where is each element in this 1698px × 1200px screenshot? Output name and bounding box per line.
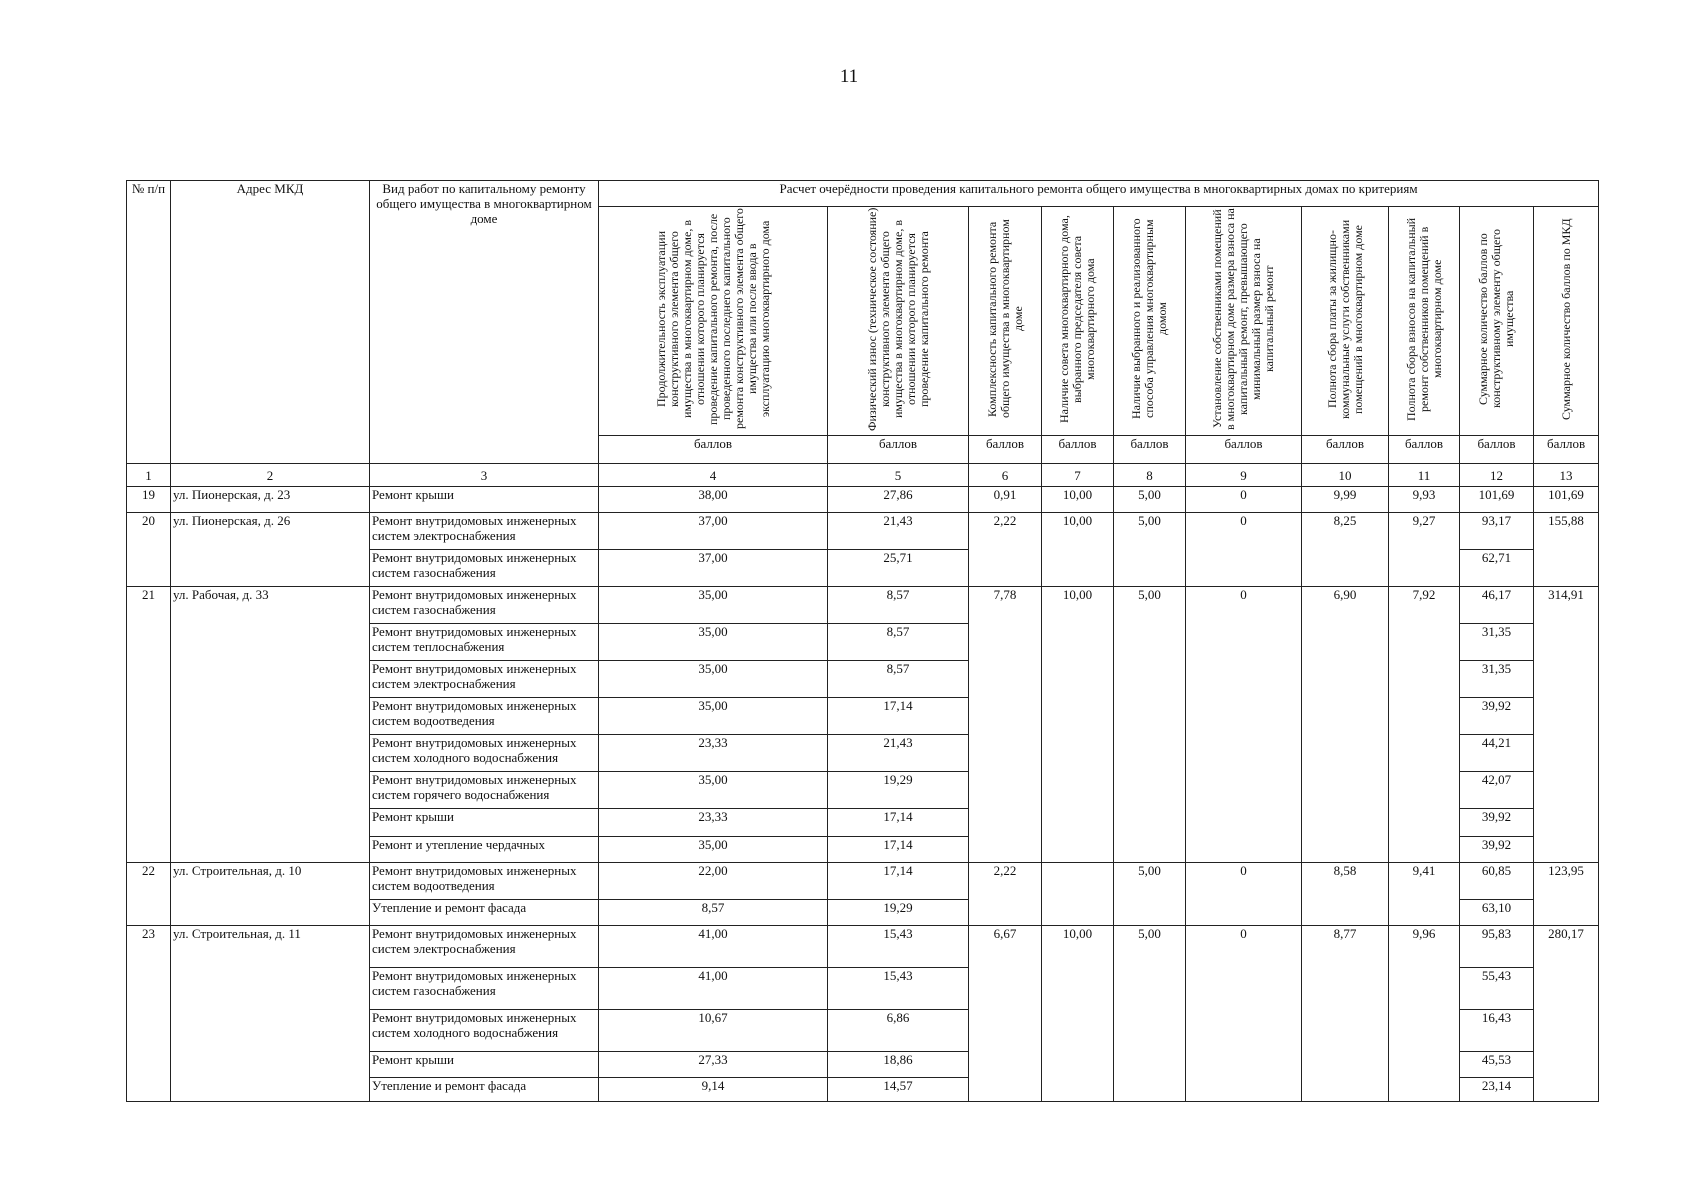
- page-number: 11: [839, 66, 859, 87]
- criterion-11-cell: 9,93: [1389, 487, 1460, 513]
- column-number: 3: [370, 464, 599, 487]
- column-number: 11: [1389, 464, 1460, 487]
- criterion-10-cell: 8,25: [1302, 513, 1389, 587]
- criterion-4-cell: 38,00: [599, 487, 828, 513]
- column-number: 2: [171, 464, 370, 487]
- criterion-4-cell: 37,00: [599, 550, 828, 587]
- criterion-5-cell: 8,57: [828, 624, 969, 661]
- header-criterion-5: Физический износ (техническое состояние) конструктивного элемента общего имущества в многоквартирном доме, в отношении которого планируется проведение капитального ремонта: [828, 207, 969, 436]
- column-number: 13: [1534, 464, 1599, 487]
- criterion-4-cell: 35,00: [599, 698, 828, 735]
- criterion-5-cell: 8,57: [828, 661, 969, 698]
- criterion-5-cell: 15,43: [828, 968, 969, 1010]
- column-number: 1: [127, 464, 171, 487]
- criterion-4-cell: 10,67: [599, 1010, 828, 1052]
- criterion-6-cell: 6,67: [969, 926, 1042, 1102]
- criterion-4-cell: 9,14: [599, 1078, 828, 1102]
- header-criterion-4: Продолжительность эксплуатации конструктивного элемента общего имущества в многоквартирном доме, в отношении которого планируется проведение капитального ремонта, после проведенного последнего капитального ремонта конструктивного элемента общего имущества или после ввода в эксплуатацию многоквартирного дома: [599, 207, 828, 436]
- work-type-cell: Ремонт крыши: [370, 1052, 599, 1078]
- house-total-cell: 280,17: [1534, 926, 1599, 1102]
- criterion-5-cell: 17,14: [828, 698, 969, 735]
- header-criterion-7: Наличие совета многоквартирного дома, выбранного председателя совета многоквартирного дома: [1042, 207, 1114, 436]
- work-type-cell: Ремонт внутридомовых инженерных систем водоотведения: [370, 863, 599, 900]
- row-number: 23: [127, 926, 171, 1102]
- criterion-7-cell: 10,00: [1042, 926, 1114, 1102]
- work-type-cell: Ремонт внутридомовых инженерных систем теплоснабжения: [370, 624, 599, 661]
- unit-label: баллов: [1534, 436, 1599, 464]
- header-criterion-11: Полнота сбора взносов на капитальный ремонт собственников помещений в многоквартирном доме: [1389, 207, 1460, 436]
- criterion-5-cell: 15,43: [828, 926, 969, 968]
- criterion-4-cell: 23,33: [599, 809, 828, 837]
- work-type-cell: Ремонт внутридомовых инженерных систем газоснабжения: [370, 587, 599, 624]
- address-cell: ул. Строительная, д. 10: [171, 863, 370, 926]
- unit-label: баллов: [599, 436, 828, 464]
- element-total-cell: 39,92: [1460, 837, 1534, 863]
- element-total-cell: 63,10: [1460, 900, 1534, 926]
- criterion-7-cell: [1042, 863, 1114, 926]
- element-total-cell: 45,53: [1460, 1052, 1534, 1078]
- work-type-cell: Ремонт внутридомовых инженерных систем газоснабжения: [370, 968, 599, 1010]
- criterion-8-cell: 5,00: [1114, 863, 1186, 926]
- column-number: 5: [828, 464, 969, 487]
- criterion-5-cell: 6,86: [828, 1010, 969, 1052]
- criterion-4-cell: 35,00: [599, 587, 828, 624]
- house-total-cell: 101,69: [1534, 487, 1599, 513]
- work-type-cell: Ремонт внутридомовых инженерных систем горячего водоснабжения: [370, 772, 599, 809]
- criterion-5-cell: 17,14: [828, 809, 969, 837]
- criterion-5-cell: 19,29: [828, 772, 969, 809]
- element-total-cell: 95,83: [1460, 926, 1534, 968]
- element-total-cell: 55,43: [1460, 968, 1534, 1010]
- element-total-cell: 23,14: [1460, 1078, 1534, 1102]
- criterion-4-cell: 35,00: [599, 772, 828, 809]
- criterion-11-cell: 9,96: [1389, 926, 1460, 1102]
- unit-label: баллов: [1302, 436, 1389, 464]
- work-type-cell: Ремонт крыши: [370, 487, 599, 513]
- work-type-cell: Утепление и ремонт фасада: [370, 1078, 599, 1102]
- column-number: 4: [599, 464, 828, 487]
- header-criterion-8: Наличие выбранного и реализованного способа управления многоквартирным домом: [1114, 207, 1186, 436]
- criterion-5-cell: 18,86: [828, 1052, 969, 1078]
- column-number: 7: [1042, 464, 1114, 487]
- header-criterion-10: Полнота сбора платы за жилищно-коммунальные услуги собственниками помещений в многоквартирном доме: [1302, 207, 1389, 436]
- address-cell: ул. Пионерская, д. 26: [171, 513, 370, 587]
- work-type-cell: Ремонт внутридомовых инженерных систем электроснабжения: [370, 513, 599, 550]
- work-type-cell: Ремонт внутридомовых инженерных систем газоснабжения: [370, 550, 599, 587]
- criterion-5-cell: 25,71: [828, 550, 969, 587]
- header-criterion-6: Комплексность капитального ремонта общего имущества в многоквартирном доме: [969, 207, 1042, 436]
- criterion-10-cell: 9,99: [1302, 487, 1389, 513]
- criterion-11-cell: 7,92: [1389, 587, 1460, 863]
- unit-label: баллов: [1460, 436, 1534, 464]
- criterion-4-cell: 41,00: [599, 926, 828, 968]
- header-number: № п/п: [127, 181, 171, 464]
- table-row: [127, 587, 1599, 624]
- criterion-5-cell: 21,43: [828, 735, 969, 772]
- criterion-6-cell: 2,22: [969, 863, 1042, 926]
- table-row: [127, 926, 1599, 968]
- criterion-8-cell: 5,00: [1114, 587, 1186, 863]
- unit-label: баллов: [1042, 436, 1114, 464]
- criterion-4-cell: 23,33: [599, 735, 828, 772]
- column-number: 10: [1302, 464, 1389, 487]
- criterion-5-cell: 27,86: [828, 487, 969, 513]
- element-total-cell: 39,92: [1460, 698, 1534, 735]
- capital-repair-table: [126, 180, 1599, 1102]
- criterion-6-cell: 2,22: [969, 513, 1042, 587]
- criterion-5-cell: 14,57: [828, 1078, 969, 1102]
- criterion-9-cell: 0: [1186, 487, 1302, 513]
- criterion-5-cell: 21,43: [828, 513, 969, 550]
- house-total-cell: 155,88: [1534, 513, 1599, 587]
- criterion-11-cell: 9,27: [1389, 513, 1460, 587]
- criterion-7-cell: 10,00: [1042, 487, 1114, 513]
- criterion-9-cell: 0: [1186, 863, 1302, 926]
- column-number-row: [127, 464, 1599, 487]
- criterion-9-cell: 0: [1186, 926, 1302, 1102]
- column-number: 12: [1460, 464, 1534, 487]
- criterion-4-cell: 35,00: [599, 661, 828, 698]
- header-criterion-9: Установление собственниками помещений в многоквартирном доме размера взноса на капитальный ремонт, превышающего минимальный размер взноса на капитальный ремонт: [1186, 207, 1302, 436]
- criterion-7-cell: 10,00: [1042, 513, 1114, 587]
- element-total-cell: 62,71: [1460, 550, 1534, 587]
- unit-label: баллов: [1114, 436, 1186, 464]
- house-total-cell: 123,95: [1534, 863, 1599, 926]
- criterion-5-cell: 19,29: [828, 900, 969, 926]
- row-number: 19: [127, 487, 171, 513]
- element-total-cell: 60,85: [1460, 863, 1534, 900]
- unit-label: баллов: [1389, 436, 1460, 464]
- criterion-5-cell: 8,57: [828, 587, 969, 624]
- element-total-cell: 39,92: [1460, 809, 1534, 837]
- work-type-cell: Ремонт внутридомовых инженерных систем холодного водоснабжения: [370, 1010, 599, 1052]
- criterion-8-cell: 5,00: [1114, 926, 1186, 1102]
- criterion-9-cell: 0: [1186, 513, 1302, 587]
- work-type-cell: Ремонт внутридомовых инженерных систем электроснабжения: [370, 661, 599, 698]
- address-cell: ул. Строительная, д. 11: [171, 926, 370, 1102]
- element-total-cell: 31,35: [1460, 624, 1534, 661]
- table-row: [127, 863, 1599, 900]
- criterion-5-cell: 17,14: [828, 837, 969, 863]
- unit-label: баллов: [1186, 436, 1302, 464]
- row-number: 21: [127, 587, 171, 863]
- header-criterion-13: Суммарное количество баллов по МКД: [1534, 207, 1599, 436]
- row-number: 22: [127, 863, 171, 926]
- criterion-4-cell: 27,33: [599, 1052, 828, 1078]
- work-type-cell: Ремонт и утепление чердачных: [370, 837, 599, 863]
- work-type-cell: Ремонт внутридомовых инженерных систем водоотведения: [370, 698, 599, 735]
- work-type-cell: Ремонт крыши: [370, 809, 599, 837]
- work-type-cell: Ремонт внутридомовых инженерных систем холодного водоснабжения: [370, 735, 599, 772]
- column-number: 6: [969, 464, 1042, 487]
- address-cell: ул. Пионерская, д. 23: [171, 487, 370, 513]
- header-work-type: Вид работ по капитальному ремонту общего имущества в многоквартирном доме: [370, 181, 599, 464]
- criterion-10-cell: 6,90: [1302, 587, 1389, 863]
- element-total-cell: 31,35: [1460, 661, 1534, 698]
- header-criterion-12: Суммарное количество баллов по конструктивному элементу общего имущества: [1460, 207, 1534, 436]
- element-total-cell: 44,21: [1460, 735, 1534, 772]
- criterion-11-cell: 9,41: [1389, 863, 1460, 926]
- header-criteria-title: Расчет очерёдности проведения капитального ремонта общего имущества в многоквартирных домах по критериям: [599, 181, 1599, 207]
- criterion-4-cell: 35,00: [599, 837, 828, 863]
- column-number: 8: [1114, 464, 1186, 487]
- table-row: [127, 487, 1599, 513]
- criterion-4-cell: 37,00: [599, 513, 828, 550]
- criterion-8-cell: 5,00: [1114, 487, 1186, 513]
- criterion-4-cell: 8,57: [599, 900, 828, 926]
- criterion-4-cell: 41,00: [599, 968, 828, 1010]
- column-number: 9: [1186, 464, 1302, 487]
- criterion-6-cell: 7,78: [969, 587, 1042, 863]
- element-total-cell: 101,69: [1460, 487, 1534, 513]
- address-cell: ул. Рабочая, д. 33: [171, 587, 370, 863]
- header-address: Адрес МКД: [171, 181, 370, 464]
- house-total-cell: 314,91: [1534, 587, 1599, 863]
- unit-label: баллов: [828, 436, 969, 464]
- criterion-5-cell: 17,14: [828, 863, 969, 900]
- row-number: 20: [127, 513, 171, 587]
- criterion-4-cell: 35,00: [599, 624, 828, 661]
- criterion-6-cell: 0,91: [969, 487, 1042, 513]
- element-total-cell: 46,17: [1460, 587, 1534, 624]
- criterion-8-cell: 5,00: [1114, 513, 1186, 587]
- element-total-cell: 93,17: [1460, 513, 1534, 550]
- criterion-7-cell: 10,00: [1042, 587, 1114, 863]
- unit-label: баллов: [969, 436, 1042, 464]
- criterion-10-cell: 8,58: [1302, 863, 1389, 926]
- table-body: [127, 487, 1599, 1102]
- criterion-9-cell: 0: [1186, 587, 1302, 863]
- element-total-cell: 42,07: [1460, 772, 1534, 809]
- work-type-cell: Утепление и ремонт фасада: [370, 900, 599, 926]
- table-row: [127, 513, 1599, 550]
- criterion-4-cell: 22,00: [599, 863, 828, 900]
- work-type-cell: Ремонт внутридомовых инженерных систем электроснабжения: [370, 926, 599, 968]
- element-total-cell: 16,43: [1460, 1010, 1534, 1052]
- criterion-10-cell: 8,77: [1302, 926, 1389, 1102]
